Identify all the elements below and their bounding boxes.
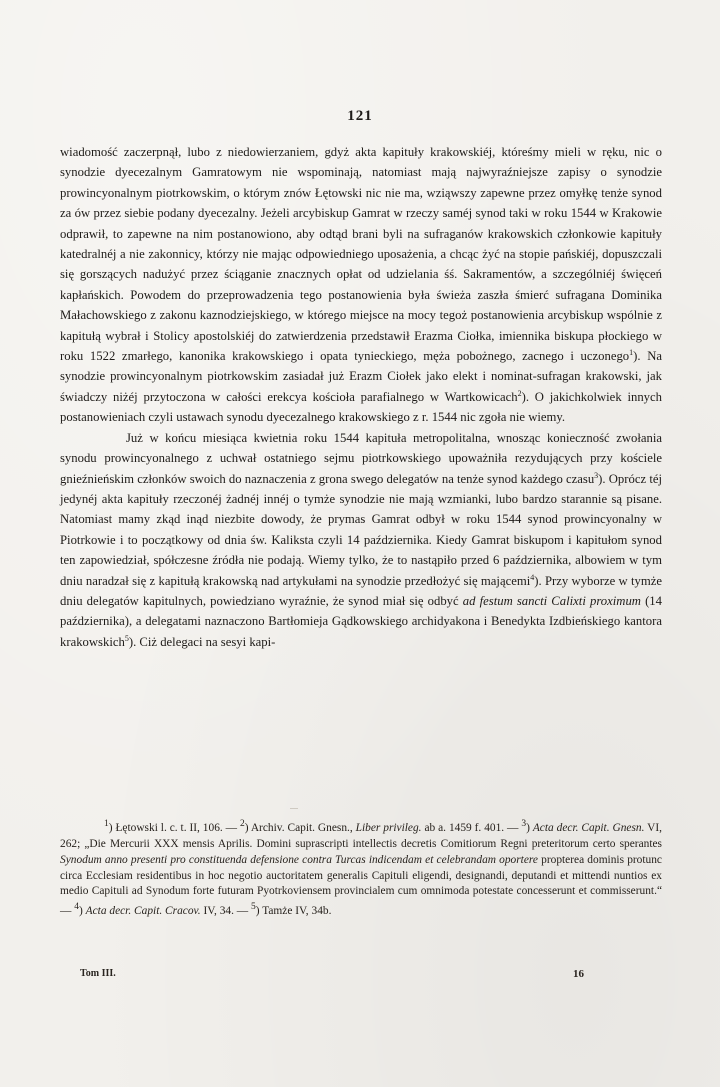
volume-label: Tom III. bbox=[80, 968, 116, 979]
footnotes bbox=[60, 817, 662, 920]
page-number: 121 bbox=[347, 108, 373, 124]
italic-latin-phrase: ad festum sancti Calixti proximum bbox=[462, 593, 641, 608]
footnote-ref-2[interactable]: 2 bbox=[517, 388, 522, 398]
paragraph-1: wiadomość zaczerpnął, lubo z niedowierzaniem, gdyż akta kapituły krakowskiéj, któreśmy mieli w ręku, nic o synodzie dyecezalnym Gamratowym nie wspominają, natomiast mają najwyraźniejsze zapisy o synodzie prowincyonalnym piotrkowskim, o którym znów Łętowski nic nie ma, wziąwszy zapewne przez omyłkę tenże synod za ów przez siebie podany dyecezalny. Jeżeli arcybiskup Gamrat w rzeczy saméj synod taki w roku 1544 w Krakowie odprawił, to zapewne na nim postanowiono, aby odtąd brani byli na sufraganów krakowskich członkowie kapituły katedralnéj a nie zakonnicy, którzy nie mając odpowiedniego uposażenia, a chcąc żyć na stopie pańskiéj, dopuszczali się gorszących nadużyć przez ściąganie znacznych opłat od udzielania śś. Sakramentów, a szczególniéj święceń kapłańskich. Powodem do przeprowadzenia tego postanowienia była świeża zaszła śmierć sufragana Dominika Małachowskiego z zakonu kaznodziejskiego, w którego miejsce na mocy tegoż postanowienia arcybiskup wspólnie z kapitułą wybrał i Stolicy apostolskiéj do zatwierdzenia przedstawił Erazma Ciołka, imiennika biskupa płockiego w roku 1522 zmarłego, kanonika krakowskiego i opata tynieckiego, męża pobożnego, zacnego i uczonego$^1$). Na synodzie prowincyonalnym piotrkowskim zasiadał już Erazm Ciołek jako elekt i nominat-sufragan krakowski, jak świadczy niżéj przytoczona w całości erekcya kościoła parafialnego w Wartkowicach$^2$). O jakichkolwiek innych postanowieniach czyli ustawach synodu dyecezalnego krakowskiego z r. 1544 nic zgoła nie wiemy. bbox=[60, 145, 663, 425]
paragraph-2: Już w końcu miesiąca kwietnia roku 1544 kapituła metropolitalna, wnosząc konieczność zwołania synodu prowincyonalnego z uchwał ostatniego sejmu piotrkowskiego upoważniła rezydujących przy kościele gnieźnieńskim członków swoich do naznaczenia z grona swego delegatów na tenże synod każdego czasu$^3$). Oprócz téj jedynéj akta kapituły rzeczonéj żadnéj innéj o tymże synodzie nie mają wzmianki, lubo bardzo starannie są pisane. Natomiast mamy zkąd inąd niezbite dowody, że prymas Gamrat odbył w roku 1544 synod prowincyonalny w Piotrkowie i to początkowy od dnia św. Kaliksta czyli 14 października. Kiedy Gamrat biskupom i kapitułom synod ten zapowiedział, spółczesne źródła nie podają. Wiemy tylko, że to nastąpiło przed 6 października, albowiem w tym dniu naradzał się z kapitułą krakowską nad artykułami na synodzie przedłożyć się mającemi$^4$). Przy wyborze w tymże dniu delegatów kapitulnych, powiedziano wyraźnie, że synod miał się odbyć ad festum sancti Calixti proximum (14 października), a delegatami naznaczono Bartłomieja Gądkowskiego archidyakona i Benedykta Izdbieńskiego kantora krakowskich$^5$). Ciż delegaci na sesyi kapi- bbox=[60, 430, 662, 649]
main-text bbox=[60, 142, 662, 652]
footnote-ref-4[interactable]: 4 bbox=[530, 572, 535, 582]
footnote-block: $^1$) Łętowski l. c. t. II, 106. — $^2$) Archiv. Capit. Gnesn., Liber privileg. ab a. 1459 f. 401. — $^3$) Acta decr. Capit. Gnesn. VI, 262; „Die Mercurii XXX mensis Aprilis. Domini suprascripti intellectis decretis Comitiorum Regni preteritorum certo sperantes Synodum anno presenti pro constituenda defensione contra Turcas indicendam et celebrandam oportere propterea dominis protunc circa Ecclesiam residentibus in hoc negotio auctoritatem generalis Capituli eligendi, designandi, deputandi et mittendi nuntios ex medio Capituli ad Synodum forte futuram Pyotrkoviensem provincialem cum omnimoda potestate concesserunt et commisserunt.“ — $^4$) Acta decr. Capit. Cracov. IV, 34. — $^5$) Tamże IV, 34b. bbox=[60, 819, 663, 918]
footnote-ref-5[interactable]: 5 bbox=[124, 633, 129, 643]
footnote-ref-3[interactable]: 3 bbox=[594, 470, 599, 480]
signature-mark: 16 bbox=[573, 968, 584, 980]
footnote-ref-1[interactable]: 1 bbox=[629, 347, 634, 357]
footnote-divider bbox=[290, 808, 298, 809]
